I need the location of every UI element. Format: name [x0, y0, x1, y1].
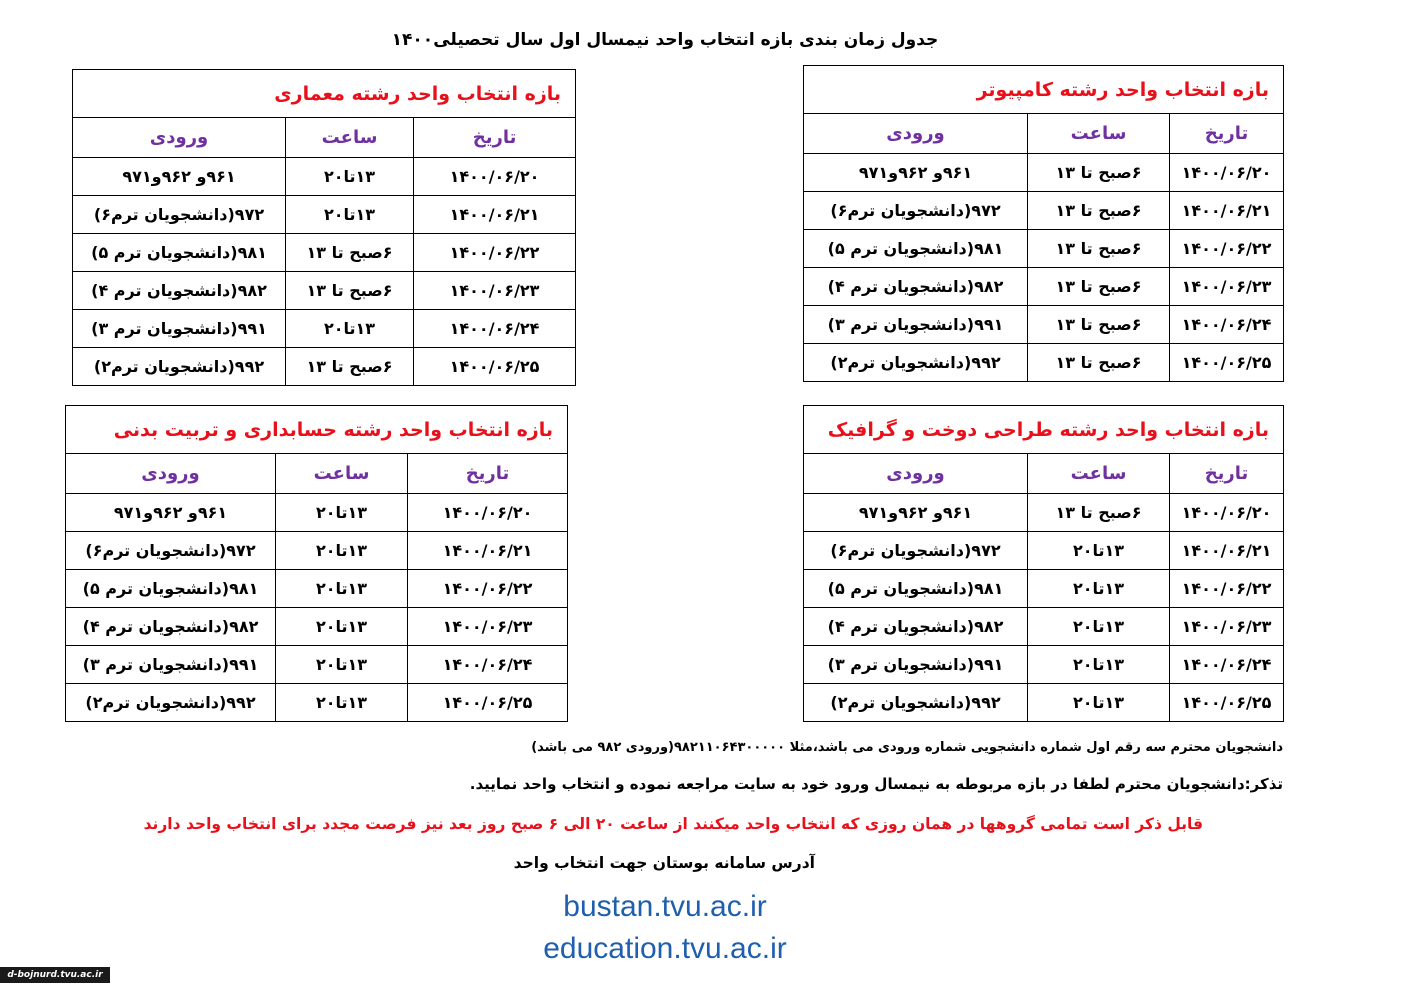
table-row — [804, 268, 1284, 306]
column-header-date: تاریخ — [414, 118, 576, 158]
note-address-label: آدرس سامانه بوستان جهت انتخاب واحد — [513, 854, 815, 872]
date-cell: ۱۴۰۰/۰۶/۲۰ — [1170, 154, 1284, 192]
table-row — [804, 154, 1284, 192]
entry-cell: ۹۷۲(دانشجویان ترم۶) — [73, 196, 286, 234]
table-row — [66, 684, 568, 722]
schedule-table-computer — [803, 65, 1284, 382]
date-cell: ۱۴۰۰/۰۶/۲۰ — [1170, 494, 1284, 532]
entry-cell: ۹۸۱(دانشجویان ترم ۵) — [73, 234, 286, 272]
date-cell: ۱۴۰۰/۰۶/۲۲ — [408, 570, 568, 608]
column-header-entry: ورودی — [73, 118, 286, 158]
table-row — [66, 532, 568, 570]
time-cell: ۱۳تا۲۰ — [1028, 646, 1170, 684]
column-header-entry: ورودی — [804, 454, 1028, 494]
schedule-table-sewing-graphic — [803, 405, 1284, 722]
date-cell: ۱۴۰۰/۰۶/۲۵ — [1170, 344, 1284, 382]
entry-cell: ۹۸۱(دانشجویان ترم ۵) — [66, 570, 276, 608]
table-row — [804, 494, 1284, 532]
entry-cell: ۹۹۱(دانشجویان ترم ۳) — [73, 310, 286, 348]
entry-cell: ۹۹۲(دانشجویان ترم۲) — [66, 684, 276, 722]
entry-cell: ۹۹۲(دانشجویان ترم۲) — [804, 684, 1028, 722]
entry-cell: ۹۹۱(دانشجویان ترم ۳) — [804, 306, 1028, 344]
date-cell: ۱۴۰۰/۰۶/۲۲ — [1170, 230, 1284, 268]
date-cell: ۱۴۰۰/۰۶/۲۴ — [408, 646, 568, 684]
note-extra-chance: قابل ذکر است تمامی گروهها در همان روزی که انتخاب واحد میکنند از ساعت ۲۰ الی ۶ صبح روز بعد نیز فرصت مجدد برای انتخاب واحد دارند — [143, 815, 1203, 833]
date-cell: ۱۴۰۰/۰۶/۲۳ — [1170, 608, 1284, 646]
time-cell: ۱۳تا۲۰ — [276, 684, 408, 722]
entry-cell: ۹۹۱(دانشجویان ترم ۳) — [804, 646, 1028, 684]
time-cell: ۶صبح تا ۱۳ — [1028, 192, 1170, 230]
table-heading: بازه انتخاب واحد رشته کامپیوتر — [804, 66, 1284, 114]
education-link[interactable]: education.tvu.ac.ir — [543, 932, 787, 965]
note-reminder: تذکر:دانشجویان محترم لطفا در بازه مربوطه به نیمسال ورود خود به سایت مراجعه نموده و انتخاب واحد نمایید. — [469, 775, 1283, 793]
time-cell: ۱۳تا۲۰ — [1028, 570, 1170, 608]
table-row — [804, 570, 1284, 608]
time-cell: ۱۳تا۲۰ — [1028, 532, 1170, 570]
date-cell: ۱۴۰۰/۰۶/۲۵ — [414, 348, 576, 386]
column-header-time: ساعت — [276, 454, 408, 494]
table-row — [804, 608, 1284, 646]
date-cell: ۱۴۰۰/۰۶/۲۰ — [414, 158, 576, 196]
column-header-time: ساعت — [1028, 114, 1170, 154]
entry-cell: ۹۹۲(دانشجویان ترم۲) — [804, 344, 1028, 382]
date-cell: ۱۴۰۰/۰۶/۲۰ — [408, 494, 568, 532]
table-row — [804, 230, 1284, 268]
page-title: جدول زمان بندی بازه انتخاب واحد نیمسال اول سال تحصیلی۱۴۰۰ — [391, 30, 939, 50]
table-row — [804, 532, 1284, 570]
time-cell: ۱۳تا۲۰ — [276, 608, 408, 646]
column-header-time: ساعت — [286, 118, 414, 158]
time-cell: ۱۳تا۲۰ — [286, 310, 414, 348]
note-student-number: دانشجویان محترم سه رقم اول شماره دانشجویی شماره ورودی می باشد،مثلا ۹۸۲۱۱۰۶۴۳۰۰۰۰۰(ورودی ۹۸۲ می باشد) — [531, 740, 1283, 755]
table-row — [66, 608, 568, 646]
entry-cell: ۹۸۲(دانشجویان ترم ۴) — [66, 608, 276, 646]
column-header-date: تاریخ — [408, 454, 568, 494]
entry-cell: ۹۸۱(دانشجویان ترم ۵) — [804, 230, 1028, 268]
date-cell: ۱۴۰۰/۰۶/۲۴ — [1170, 646, 1284, 684]
entry-cell: ۹۶۱و ۹۶۲و۹۷۱ — [73, 158, 286, 196]
date-cell: ۱۴۰۰/۰۶/۲۵ — [1170, 684, 1284, 722]
entry-cell: ۹۶۱و ۹۶۲و۹۷۱ — [804, 494, 1028, 532]
table-heading: بازه انتخاب واحد رشته معماری — [73, 70, 576, 118]
table-row — [73, 196, 576, 234]
entry-cell: ۹۶۱و ۹۶۲و۹۷۱ — [66, 494, 276, 532]
entry-cell: ۹۶۱و ۹۶۲و۹۷۱ — [804, 154, 1028, 192]
time-cell: ۶صبح تا ۱۳ — [1028, 344, 1170, 382]
bustan-link[interactable]: bustan.tvu.ac.ir — [563, 890, 767, 923]
time-cell: ۶صبح تا ۱۳ — [286, 272, 414, 310]
entry-cell: ۹۸۱(دانشجویان ترم ۵) — [804, 570, 1028, 608]
time-cell: ۶صبح تا ۱۳ — [1028, 268, 1170, 306]
date-cell: ۱۴۰۰/۰۶/۲۳ — [414, 272, 576, 310]
entry-cell: ۹۷۲(دانشجویان ترم۶) — [804, 192, 1028, 230]
date-cell: ۱۴۰۰/۰۶/۲۳ — [1170, 268, 1284, 306]
time-cell: ۶صبح تا ۱۳ — [1028, 494, 1170, 532]
table-row — [73, 234, 576, 272]
table-row — [804, 192, 1284, 230]
table-row — [73, 348, 576, 386]
time-cell: ۱۳تا۲۰ — [276, 646, 408, 684]
table-row — [66, 570, 568, 608]
time-cell: ۶صبح تا ۱۳ — [1028, 230, 1170, 268]
column-header-entry: ورودی — [66, 454, 276, 494]
time-cell: ۱۳تا۲۰ — [286, 158, 414, 196]
date-cell: ۱۴۰۰/۰۶/۲۱ — [1170, 532, 1284, 570]
date-cell: ۱۴۰۰/۰۶/۲۲ — [1170, 570, 1284, 608]
table-heading: بازه انتخاب واحد رشته حسابداری و تربیت بدنی — [66, 406, 568, 454]
column-header-date: تاریخ — [1170, 114, 1284, 154]
table-row — [66, 494, 568, 532]
table-row — [804, 344, 1284, 382]
date-cell: ۱۴۰۰/۰۶/۲۲ — [414, 234, 576, 272]
table-row — [66, 646, 568, 684]
watermark-badge: d-bojnurd.tvu.ac.ir — [0, 967, 110, 983]
date-cell: ۱۴۰۰/۰۶/۲۵ — [408, 684, 568, 722]
time-cell: ۱۳تا۲۰ — [1028, 608, 1170, 646]
table-row — [804, 306, 1284, 344]
entry-cell: ۹۸۲(دانشجویان ترم ۴) — [804, 268, 1028, 306]
time-cell: ۱۳تا۲۰ — [276, 570, 408, 608]
table-row — [73, 272, 576, 310]
table-row — [73, 158, 576, 196]
time-cell: ۶صبح تا ۱۳ — [1028, 306, 1170, 344]
date-cell: ۱۴۰۰/۰۶/۲۴ — [414, 310, 576, 348]
date-cell: ۱۴۰۰/۰۶/۲۱ — [408, 532, 568, 570]
time-cell: ۱۳تا۲۰ — [276, 494, 408, 532]
entry-cell: ۹۷۲(دانشجویان ترم۶) — [804, 532, 1028, 570]
entry-cell: ۹۷۲(دانشجویان ترم۶) — [66, 532, 276, 570]
time-cell: ۱۳تا۲۰ — [286, 196, 414, 234]
table-row — [804, 684, 1284, 722]
table-heading: بازه انتخاب واحد رشته طراحی دوخت و گرافیک — [804, 406, 1284, 454]
time-cell: ۶صبح تا ۱۳ — [1028, 154, 1170, 192]
table-row — [804, 646, 1284, 684]
date-cell: ۱۴۰۰/۰۶/۲۱ — [414, 196, 576, 234]
entry-cell: ۹۸۲(دانشجویان ترم ۴) — [804, 608, 1028, 646]
date-cell: ۱۴۰۰/۰۶/۲۳ — [408, 608, 568, 646]
time-cell: ۱۳تا۲۰ — [276, 532, 408, 570]
date-cell: ۱۴۰۰/۰۶/۲۴ — [1170, 306, 1284, 344]
time-cell: ۶صبح تا ۱۳ — [286, 234, 414, 272]
column-header-time: ساعت — [1028, 454, 1170, 494]
table-row — [73, 310, 576, 348]
time-cell: ۱۳تا۲۰ — [1028, 684, 1170, 722]
column-header-date: تاریخ — [1170, 454, 1284, 494]
schedule-table-architecture — [72, 69, 576, 386]
schedule-table-accounting-pe — [65, 405, 568, 722]
entry-cell: ۹۹۲(دانشجویان ترم۲) — [73, 348, 286, 386]
column-header-entry: ورودی — [804, 114, 1028, 154]
time-cell: ۶صبح تا ۱۳ — [286, 348, 414, 386]
entry-cell: ۹۸۲(دانشجویان ترم ۴) — [73, 272, 286, 310]
entry-cell: ۹۹۱(دانشجویان ترم ۳) — [66, 646, 276, 684]
date-cell: ۱۴۰۰/۰۶/۲۱ — [1170, 192, 1284, 230]
